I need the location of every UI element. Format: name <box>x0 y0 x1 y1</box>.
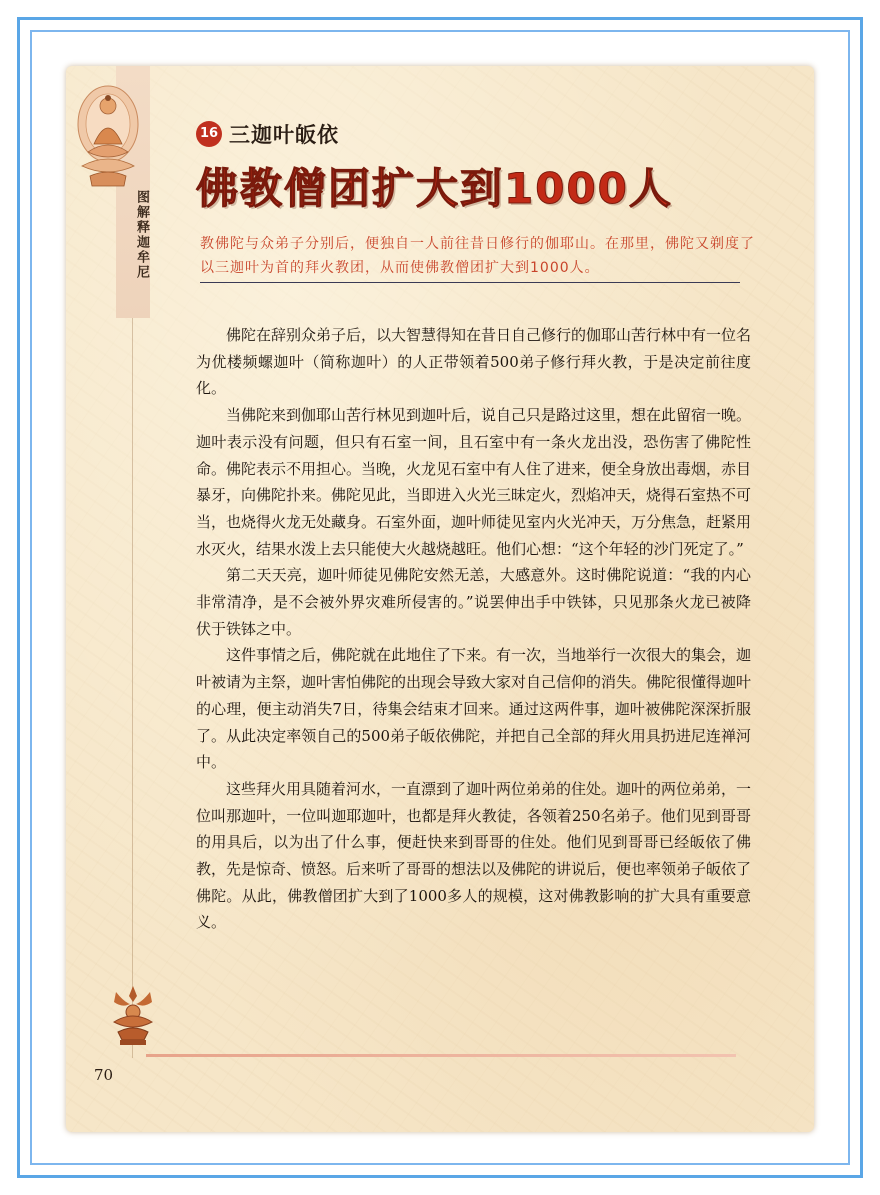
book-page <box>66 66 814 1132</box>
side-divider-line <box>132 318 133 1058</box>
body-text <box>196 322 751 936</box>
paragraph: 佛陀在辞别众弟子后，以大智慧得知在昔日自己修行的伽耶山苦行林中有一位名为优楼频螺迦叶（简称迦叶）的人正带领着500弟子修行拜火教，于是决定前往度化。 <box>196 326 752 398</box>
page-number: 70 <box>94 1066 114 1084</box>
chapter-summary: 教佛陀与众弟子分别后，便独自一人前往昔日修行的伽耶山。在那里，佛陀又剃度了以三迦叶为首的拜火教团，从而使佛教僧团扩大到1000人。 <box>200 236 755 276</box>
side-series-title: 图解释迦牟尼 <box>134 190 149 280</box>
paragraph: 这些拜火用具随着河水，一直漂到了迦叶两位弟弟的住处。迦叶的两位弟弟，一位叫那迦叶，一位叫迦耶迦叶，也都是拜火教徒，各领着250名弟子。他们见到哥哥的用具后，以为出了什么事，便赶快来到哥哥的住处。他们见到哥哥已经皈依了佛教，先是惊奇、愤怒。后来听了哥哥的想法以及佛陀的讲说后，便也率领弟子皈依了佛陀。从此，佛教僧团扩大到了1000多人的规模，这对佛教影响的扩大具有重要意义。 <box>196 779 752 932</box>
paragraph: 这件事情之后，佛陀就在此地住了下来。有一次，当地举行一次很大的集会，迦叶被请为主祭，迦叶害怕佛陀的出现会导致大家对自己信仰的消失。佛陀很懂得迦叶的心理，便主动消失7日，待集会结束才回来。通过这两件事，迦叶被佛陀深深折服了。从此决定率领自己的500弟子皈依佛陀，并把自己全部的拜火用具扔进尼连禅河中。 <box>196 646 752 772</box>
chapter-title: 三迦叶皈依 <box>229 123 339 147</box>
page-title: 佛教僧团扩大到1000人 <box>196 164 673 213</box>
section-number-badge: 16 <box>196 121 222 147</box>
paragraph: 第二天天亮，迦叶师徒见佛陀安然无恙，大感意外。这时佛陀说道：“我的内心非常清净，是不会被外界灾难所侵害的。”说罢伸出手中铁钵，只见那条火龙已被降伏于铁钵之中。 <box>196 566 751 638</box>
footer-divider <box>146 1054 736 1057</box>
lotus-ornament-icon <box>106 982 160 1048</box>
title-divider <box>200 282 740 283</box>
paragraph: 当佛陀来到伽耶山苦行林见到迦叶后，说自己只是路过这里，想在此留宿一晚。迦叶表示没有问题，但只有石室一间，且石室中有一条火龙出没，恐伤害了佛陀性命。佛陀表示不用担心。当晚，火龙见石室中有人住了进来，便全身放出毒烟，赤目暴牙，向佛陀扑来。佛陀见此，当即进入火光三昧定火，烈焰冲天，烧得石室热不可当，也烧得火龙无处藏身。石室外面，迦叶师徒见室内火光冲天，万分焦急，赶紧用水灭火，结果水泼上去只能使大火越烧越旺。他们心想：“这个年轻的沙门死定了。” <box>196 406 752 558</box>
buddha-figure-icon <box>72 82 144 192</box>
